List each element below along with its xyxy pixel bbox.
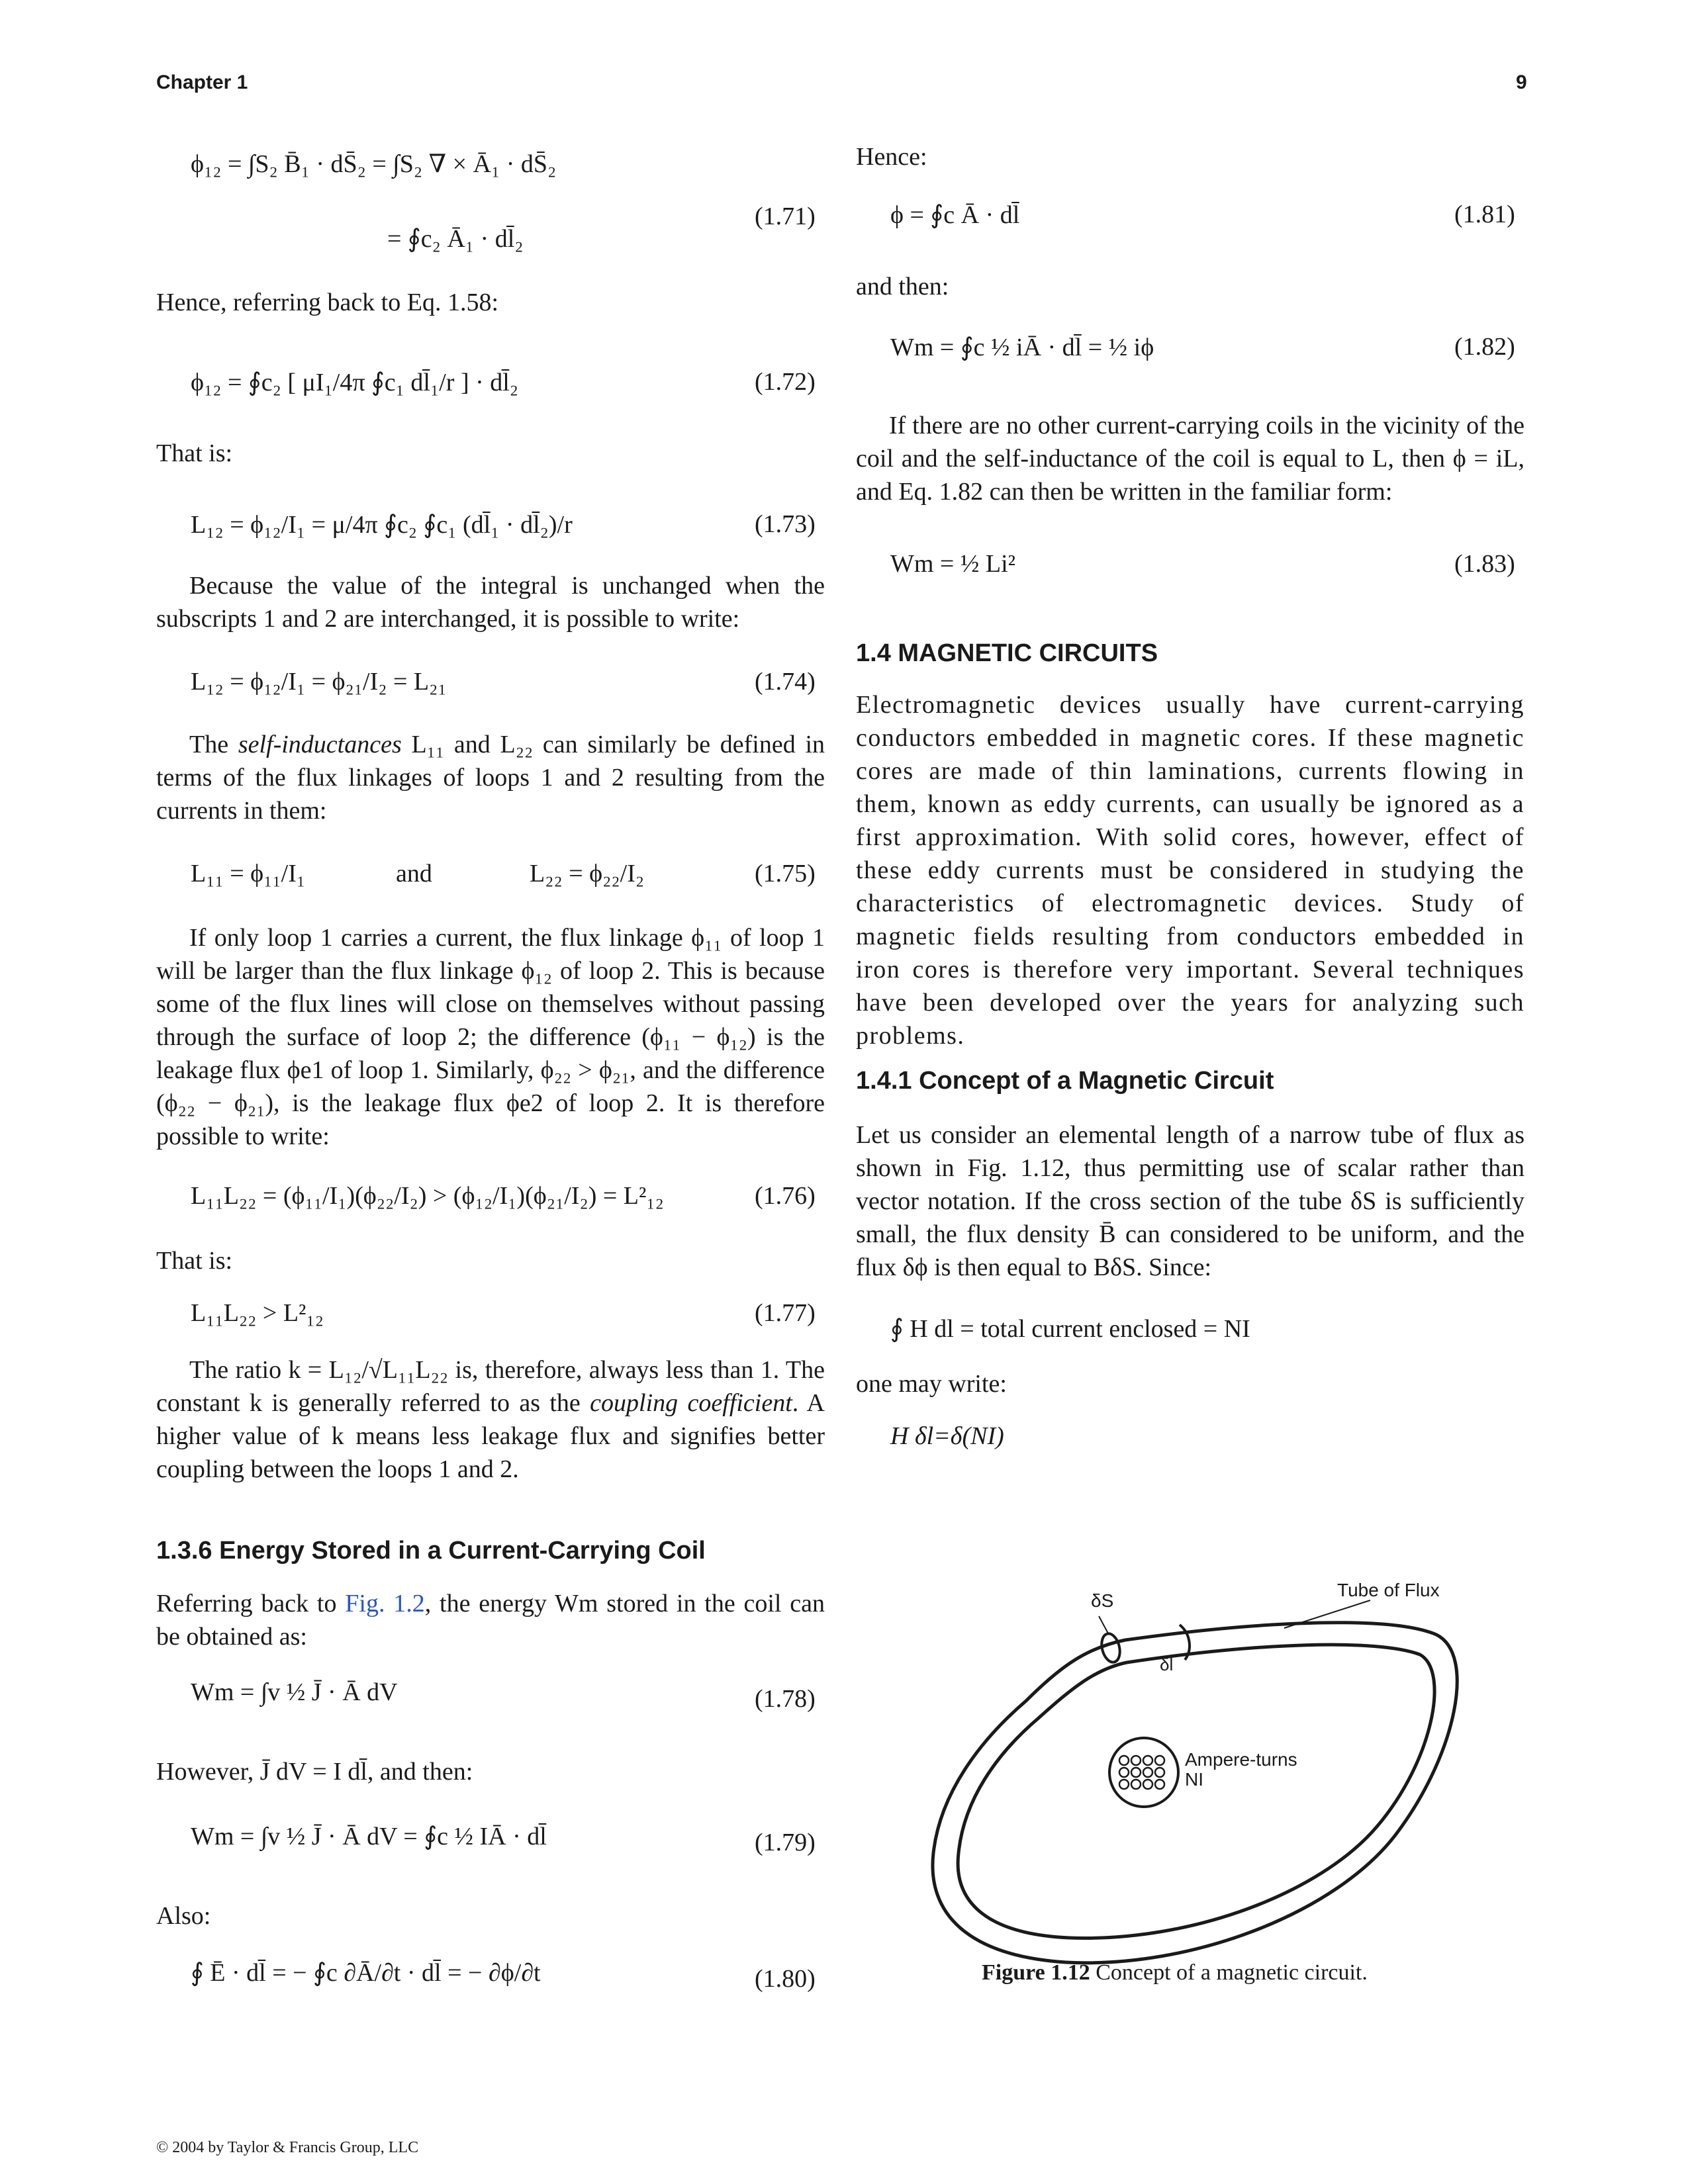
section-heading-1-4-1: 1.4.1 Concept of a Magnetic Circuit (856, 1067, 1274, 1095)
paragraph-electromagnetic-devices: Electromagnetic devices usually have current-carrying conductors embedded in magnetic cores. If these magnetic cores are made of thin laminations, currents flowing in them, known as eddy currents, can usually be ignored as a first approximation. With solid cores, however, effect of these eddy currents must be considered in studying the characteristics of electromagnetic devices. Study of magnetic fields resulting from conductors embedded in iron cores is therefore very important. Several techniques have been developed over the years for analyzing such problems. (856, 691, 1524, 1050)
equation-1-71-line1: ϕ₁₂ = ∫S₂ B̄₁ · dS̄₂ = ∫S₂ ∇ × Ā₁ · dS̄₂ (191, 150, 557, 178)
equation-number-1-76: (1.76) (755, 1182, 816, 1210)
equation-number-1-71: (1.71) (755, 203, 816, 230)
flux-tube-inner (958, 1645, 1434, 1938)
equation-number-1-79: (1.79) (755, 1829, 816, 1856)
section-heading-1-4: 1.4 MAGNETIC CIRCUITS (856, 639, 1158, 667)
figure-caption: Figure 1.12 Concept of a magnetic circuit. (982, 1960, 1368, 1985)
conductor-turns (1119, 1756, 1164, 1789)
equation-1-75-a: L₁₁ = ϕ₁₁/I₁ (191, 860, 306, 887)
paragraph-that-is-1: That is: (156, 439, 233, 467)
equation-1-74: L₁₂ = ϕ₁₂/I₁ = ϕ₂₁/I₂ = L₂₁ (191, 668, 447, 696)
paragraph-however: However, J̄ dV = I dl̄, and then: (156, 1758, 473, 1786)
label-ampere-turns: Ampere-turns (1185, 1749, 1297, 1770)
copyright-footer: © 2004 by Taylor & Francis Group, LLC (156, 2139, 419, 2156)
label-ni: NI (1185, 1769, 1203, 1790)
equation-1-79: Wm = ∫v ½ J̄ · Ā dV = ∮c ½ IĀ · dl̄ (191, 1823, 547, 1850)
paragraph-that-is-2: That is: (156, 1247, 233, 1275)
paragraph-referring-back: Referring back to Fig. 1.2, the energy Wm stored in the coil can be obtained as: (156, 1590, 825, 1651)
paragraph-if-only-loop: If only loop 1 carries a current, the flux linkage ϕ₁₁ of loop 1 will be larger than the flux linkage ϕ₁₂ of loop 2. This is because some of the flux lines will close on themselves without passing through the surface of loop 2; the difference (ϕ₁₁ − ϕ₁₂) is the leakage flux ϕe1 of loop 1. Similarly, ϕ₂₂ > ϕ₂₁, and the difference (ϕ₂₂ − ϕ₂₁), is the leakage flux ϕe2 of loop 2. It is therefore possible to write: (156, 924, 825, 1150)
ds-cross-section (1099, 1632, 1123, 1664)
equation-number-1-82: (1.82) (1454, 333, 1515, 361)
section-heading-1-3-6: 1.3.6 Energy Stored in a Current-Carrying Coil (156, 1537, 706, 1565)
paragraph-and-then: and then: (856, 273, 949, 300)
equation-h-dl: H δl=δ(NI) (890, 1422, 1004, 1450)
equation-1-77: L₁₁L₂₂ > L²₁₂ (191, 1299, 324, 1327)
paragraph-one-may-write: one may write: (856, 1370, 1007, 1398)
paragraph-hence-right: Hence: (856, 143, 927, 171)
equation-1-72: ϕ₁₂ = ∮c₂ [ μI₁/4π ∮c₁ dl̄₁/r ] · dl̄₂ (191, 369, 519, 396)
paragraph-if-there-are: If there are no other current-carrying coils in the vicinity of the coil and the self-inductance of the coil is equal to L, then ϕ = iL, and Eq. 1.82 can then be written in the familiar form: (856, 412, 1524, 506)
label-dl: δl (1160, 1655, 1174, 1674)
ds-leader-line (1099, 1616, 1108, 1633)
equation-1-81: ϕ = ∮c Ā · dl̄ (890, 201, 1020, 229)
equation-1-76: L₁₁L₂₂ = (ϕ₁₁/I₁)(ϕ₂₂/I₂) > (ϕ₁₂/I₁)(ϕ₂₁/I₂) = L²₁₂ (191, 1182, 664, 1210)
equation-1-75-and: and (396, 860, 432, 887)
equation-1-78: Wm = ∫v ½ J̄ · Ā dV (191, 1678, 398, 1706)
paragraph-because: Because the value of the integral is unchanged when the subscripts 1 and 2 are interchanged, it is possible to write: (156, 572, 825, 633)
figure-link-1-2[interactable]: Fig. 1.2 (345, 1590, 425, 1617)
paragraph-self-inductances: The self-inductances L₁₁ and L₂₂ can similarly be defined in terms of the flux linkages of loops 1 and 2 resulting from the currents in them: (156, 731, 825, 825)
equation-number-1-73: (1.73) (755, 510, 816, 538)
equation-number-1-72: (1.72) (755, 368, 816, 396)
equation-number-1-75: (1.75) (755, 860, 816, 887)
equation-1-75-b: L₂₂ = ϕ₂₂/I₂ (530, 860, 645, 887)
equation-1-80: ∮ Ē · dl̄ = − ∮c ∂Ā/∂t · dl̄ = − ∂ϕ/∂t (191, 1959, 541, 1987)
equation-number-1-77: (1.77) (755, 1299, 816, 1327)
equation-ampere-law: ∮ H dl = total current enclosed = NI (890, 1315, 1250, 1343)
chapter-label: Chapter 1 (156, 71, 248, 93)
label-ds: δS (1091, 1590, 1114, 1611)
equation-1-82: Wm = ∮c ½ iĀ · dl̄ = ½ iϕ (890, 334, 1154, 361)
paragraph-also: Also: (156, 1902, 211, 1930)
equation-1-73: L₁₂ = ϕ₁₂/I₁ = μ/4π ∮c₂ ∮c₁ (dl̄₁ · dl̄₂)/r (191, 511, 573, 539)
paragraph-ratio-k: The ratio k = L₁₂/√L₁₁L₂₂ is, therefore, always less than 1. The constant k is generally referred to as the coupling coefficient. A higher value of k means less leakage flux and signifies better coupling between the loops 1 and 2. (156, 1356, 825, 1483)
flux-tube-outer (933, 1623, 1457, 1963)
equation-number-1-78: (1.78) (755, 1685, 816, 1713)
figure-magnetic-circuit (914, 1582, 1483, 1992)
equation-number-1-81: (1.81) (1454, 201, 1515, 228)
label-tube-of-flux: Tube of Flux (1337, 1582, 1440, 1600)
equation-1-71-line2: = ∮c₂ Ā₁ · dl̄₂ (387, 225, 524, 253)
equation-number-1-74: (1.74) (755, 668, 816, 696)
paragraph-hence-eq158: Hence, referring back to Eq. 1.58: (156, 289, 499, 316)
equation-number-1-83: (1.83) (1454, 550, 1515, 578)
page-number: 9 (1516, 71, 1527, 93)
equation-1-83: Wm = ½ Li² (890, 550, 1016, 578)
paragraph-let-us-consider: Let us consider an elemental length of a narrow tube of flux as shown in Fig. 1.12, thus permitting use of scalar rather than vector notation. If the cross section of the tube δS is sufficiently small, the flux density B̄ can considered to be uniform, and the flux δϕ is then equal to BδS. Since: (856, 1121, 1524, 1281)
equation-number-1-80: (1.80) (755, 1965, 816, 1993)
